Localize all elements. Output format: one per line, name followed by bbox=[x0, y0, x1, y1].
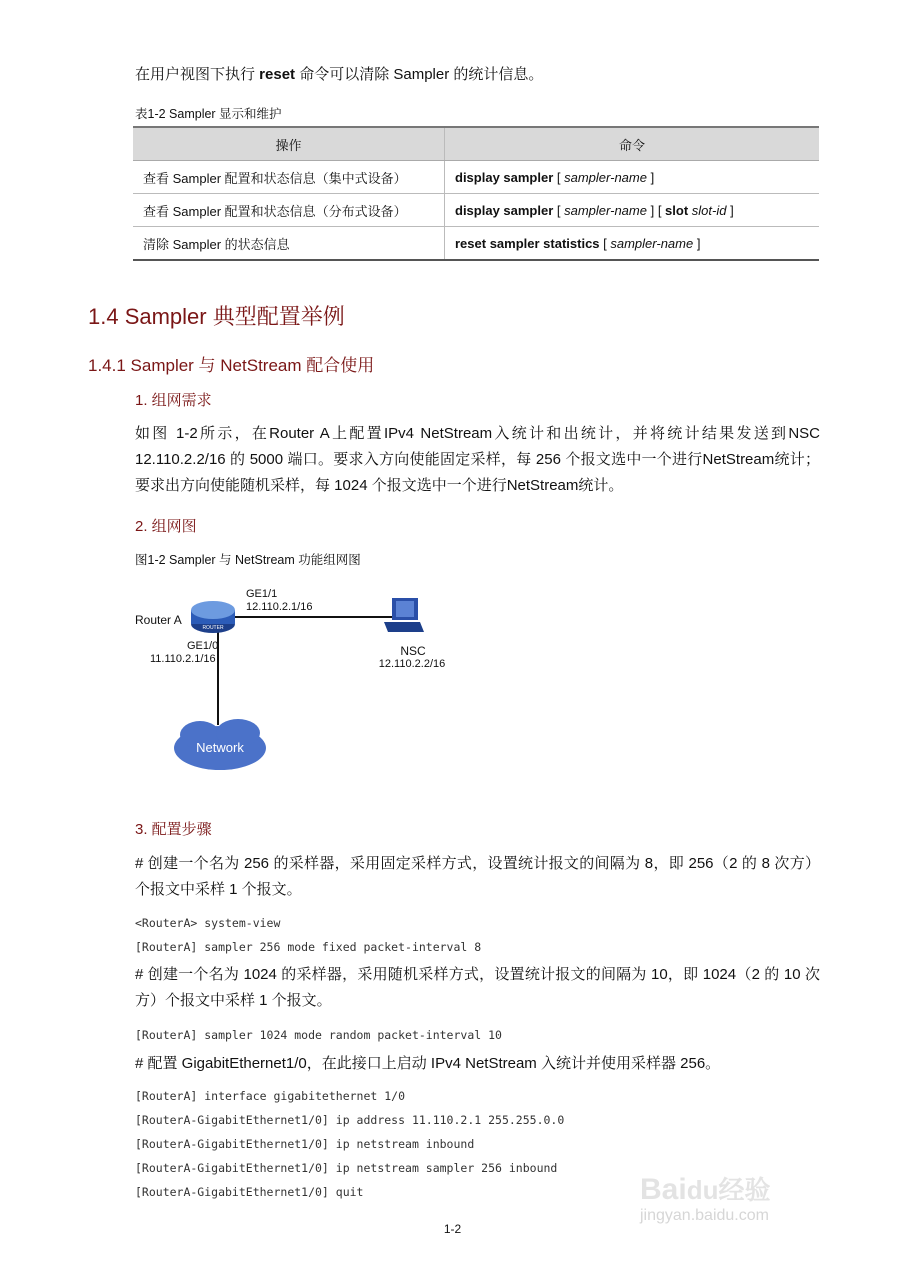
intro-paragraph: 在用户视图下执行 reset 命令可以清除 Sampler 的统计信息。 bbox=[135, 66, 544, 83]
command-part: sampler-name bbox=[564, 202, 647, 218]
command-part: sampler-name bbox=[610, 235, 694, 251]
code-block: [RouterA] interface gigabitethernet 1/0 [RouterA-GigabitEthernet1/0] ip address 11.110.2.1 255.255.0.0 [RouterA-GigabitEthernet1/0] ip netstream inbound [RouterA-GigabitEthernet1/0] ip netstream sampler 256 inbound [RouterA-GigabitEthernet1/0] quit bbox=[135, 1089, 565, 1199]
command-part: display sampler bbox=[455, 169, 554, 185]
subsection-heading: 1.4.1 Sampler 与 NetStream 配合使用 bbox=[88, 356, 375, 375]
baidu-watermark: Baidu经验 jingyan.baidu.com bbox=[640, 1173, 771, 1224]
command-part: slot-id bbox=[691, 202, 727, 218]
step-heading: 3. 配置步骤 bbox=[135, 821, 212, 838]
table-row bbox=[133, 227, 819, 261]
svg-text:Network: Network bbox=[196, 740, 244, 755]
table-caption: 表1-2 Sampler 显示和维护 bbox=[135, 107, 282, 121]
operation-cell: 查看 Sampler 配置和状态信息（分布式设备） bbox=[133, 194, 445, 227]
operation-cell: 清除 Sampler 的状态信息 bbox=[133, 227, 445, 261]
nsc-computer-icon bbox=[384, 598, 424, 632]
table-row bbox=[133, 194, 819, 227]
command-part: ] bbox=[726, 202, 734, 218]
operation-cell: 查看 Sampler 配置和状态信息（集中式设备） bbox=[133, 161, 445, 194]
step-heading: 1. 组网需求 bbox=[135, 392, 212, 409]
svg-text:11.110.2.1/16: 11.110.2.1/16 bbox=[150, 653, 216, 665]
step-description: # 创建一个名为 256 的采样器，采用固定采样方式，设置统计报文的间隔为 8，即 256（2 的 8 次方）个报文中采样 1 个报文。 bbox=[135, 855, 820, 898]
svg-text:GE1/0: GE1/0 bbox=[187, 640, 219, 652]
step-description: # 配置 GigabitEthernet1/0，在此接口上启动 IPv4 NetStream 入统计并使用采样器 256。 bbox=[135, 1055, 721, 1072]
section-heading: 1.4 Sampler 典型配置举例 bbox=[88, 304, 345, 329]
svg-text:NSC: NSC bbox=[400, 644, 426, 658]
code-block: [RouterA] sampler 1024 mode random packet-interval 10 bbox=[135, 1028, 502, 1042]
table-row bbox=[133, 161, 819, 194]
command-part: sampler-name bbox=[564, 169, 647, 185]
svg-text:ROUTER: ROUTER bbox=[202, 625, 224, 631]
command-part: ] [ bbox=[646, 202, 666, 218]
command-part: ] bbox=[693, 235, 701, 251]
command-part: [ bbox=[553, 202, 565, 218]
svg-text:Router A: Router A bbox=[135, 613, 182, 627]
step-description: # 创建一个名为 1024 的采样器，采用随机采样方式，设置统计报文的间隔为 10，即 1024（2 的 10 次方）个报文中采样 1 个报文。 bbox=[135, 966, 820, 1009]
sampler-table bbox=[133, 126, 819, 261]
requirement-paragraph: 如图 1-2所示，在Router A上配置IPv4 NetStream入统计和出统计，并将统计结果发送到NSC 12.110.2.2/16 的 5000 端口。要求入方向使能固定采样，每 256 个报文选中一个进行NetStream统计；要求出方向使能随机采样，每 1024 个报文选中一个进行NetStream统计。 bbox=[135, 425, 820, 494]
command-part: slot bbox=[665, 202, 689, 218]
svg-text:12.110.2.2/16: 12.110.2.2/16 bbox=[378, 658, 446, 670]
router-icon bbox=[191, 601, 235, 633]
figure-caption: 图1-2 Sampler 与 NetStream 功能组网图 bbox=[135, 553, 361, 567]
command-part: ] bbox=[646, 169, 655, 185]
command-part: [ bbox=[599, 235, 611, 251]
column-header: 操作 bbox=[133, 127, 445, 161]
step-heading: 2. 组网图 bbox=[135, 518, 197, 535]
command-cell bbox=[445, 194, 820, 227]
column-header: 命令 bbox=[445, 127, 820, 161]
network-diagram bbox=[130, 580, 460, 780]
command-part: reset sampler statistics bbox=[455, 235, 600, 251]
svg-text:12.110.2.1/16: 12.110.2.1/16 bbox=[246, 601, 313, 613]
page-number: 1-2 bbox=[443, 1222, 462, 1236]
command-part: [ bbox=[553, 169, 565, 185]
network-cloud-icon bbox=[174, 719, 266, 770]
command-cell bbox=[445, 161, 820, 194]
command-cell bbox=[445, 227, 820, 261]
svg-text:GE1/1: GE1/1 bbox=[246, 588, 278, 600]
command-part: display sampler bbox=[455, 202, 554, 218]
code-block: <RouterA> system-view [RouterA] sampler 256 mode fixed packet-interval 8 bbox=[135, 916, 482, 954]
